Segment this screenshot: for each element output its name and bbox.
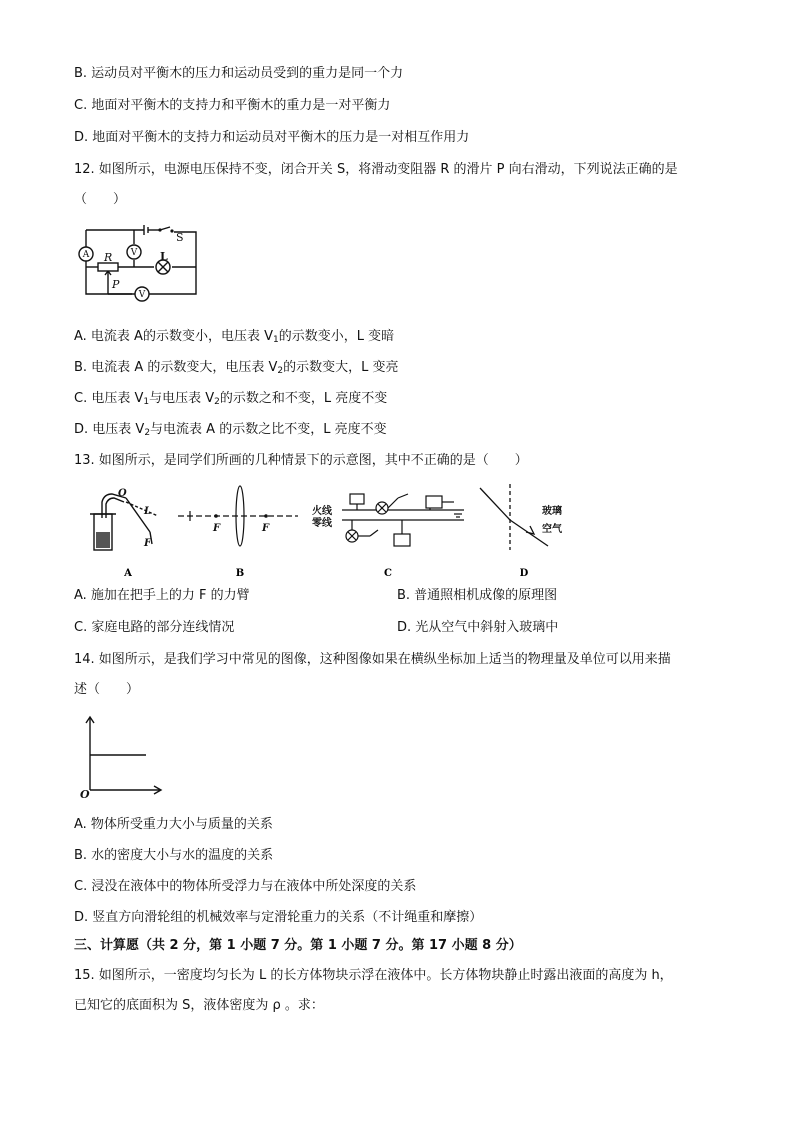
resistor-label: R: [104, 251, 113, 264]
q12-option-a: A. 电流表 A的示数变小，电压表 $V_1$的示数变小，L 变暗: [74, 329, 395, 345]
origin-label: O: [80, 788, 90, 801]
ammeter-label: A: [82, 250, 90, 260]
slider-label: P: [112, 278, 120, 291]
q13-figure-b-lens: [176, 484, 302, 580]
q11-option-d: D. 地面对平衡木的支持力和运动员对平衡木的压力是一对相互作用力: [74, 130, 470, 145]
q14-stem-cont: 述（ ）: [74, 682, 140, 697]
force-label: F: [144, 538, 152, 549]
glass-label: 玻璃: [542, 506, 562, 517]
q15-stem-line1: 15. 如图所示，一密度均匀长为 L 的长方体物块示浮在液体中。长方体物块静止时露出液面的高度为 h，: [74, 968, 673, 983]
q13-option-d: D. 光从空气中斜射入玻璃中: [397, 620, 559, 635]
q14-graph: [76, 714, 166, 804]
q13-figure-c-household-circuit: [308, 484, 468, 580]
q13-figure-d-refraction: [470, 484, 590, 580]
air-label: 空气: [542, 524, 562, 535]
section-3-heading: 三、计算愿（共 2 分，第 1 小题 7 分。第 1 小题 7 分。第 17 小题 8 分）: [74, 938, 522, 953]
live-wire-label: 火线: [312, 506, 332, 517]
q15-stem-line2: 已知它的底面积为 S，液体密度为 ρ 。求：: [74, 998, 324, 1013]
q13-option-a: A. 施加在把手上的力 F 的力臂: [74, 588, 250, 603]
q14-option-c: C. 浸没在液体中的物体所受浮力与在液体中所处深度的关系: [74, 879, 417, 894]
figure-b-caption: B: [235, 568, 245, 579]
q13-stem: 13. 如图所示，是同学们所画的几种情景下的示意图，其中不正确的是（ ）: [74, 453, 528, 468]
q12-option-d: D. 电压表 $V_2$与电流表 A 的示数之比不变，L 亮度不变: [74, 422, 387, 438]
figure-d-caption: D: [519, 568, 529, 579]
figure-c-caption: C: [384, 568, 392, 579]
figure-a-caption: A: [124, 568, 132, 579]
q11-option-b: B. 运动员对平衡木的压力和运动员受到的重力是同一个力: [74, 66, 404, 81]
q12-option-c: C. 电压表 $V_1$与电压表 $V_2$的示数之和不变，L 亮度不变: [74, 391, 388, 407]
q13-option-b: B. 普通照相机成像的原理图: [397, 588, 558, 603]
q11-option-c: C. 地面对平衡木的支持力和平衡木的重力是一对平衡力: [74, 98, 391, 113]
q12-stem: 12. 如图所示，电源电压保持不变，闭合开关 S，将滑动变阻器 R 的滑片 P 向右滑动，下列说法正确的是: [74, 162, 678, 177]
q14-option-a: A. 物体所受重力大小与质量的关系: [74, 817, 273, 832]
q12-option-b: B. 电流表 A 的示数变大，电压表 $V_2$的示数变大，L 变亮: [74, 360, 399, 376]
q14-option-b: B. 水的密度大小与水的温度的关系: [74, 848, 274, 863]
lamp-label: L: [160, 250, 168, 263]
lever-arm-label: L: [144, 506, 152, 517]
switch-label: S: [176, 231, 184, 244]
q14-option-d: D. 竖直方向滑轮组的机械效率与定滑轮重力的关系（不计绳重和摩擦）: [74, 910, 483, 925]
q13-figure-a-lever: [82, 484, 182, 580]
voltmeter1-label: V: [130, 248, 138, 258]
q12-circuit-figure: [74, 222, 204, 312]
q12-blank: （ ）: [74, 192, 127, 207]
focus-right-label: F: [262, 523, 270, 534]
pivot-label: O: [118, 488, 127, 499]
q13-option-c: C. 家庭电路的部分连线情况: [74, 620, 235, 635]
q14-stem: 14. 如图所示，是我们学习中常见的图像，这种图像如果在横纵坐标加上适当的物理量及单位可以用来描: [74, 652, 671, 667]
voltmeter2-label: V: [138, 290, 146, 300]
focus-left-label: F: [213, 523, 221, 534]
neutral-wire-label: 零线: [312, 518, 332, 529]
